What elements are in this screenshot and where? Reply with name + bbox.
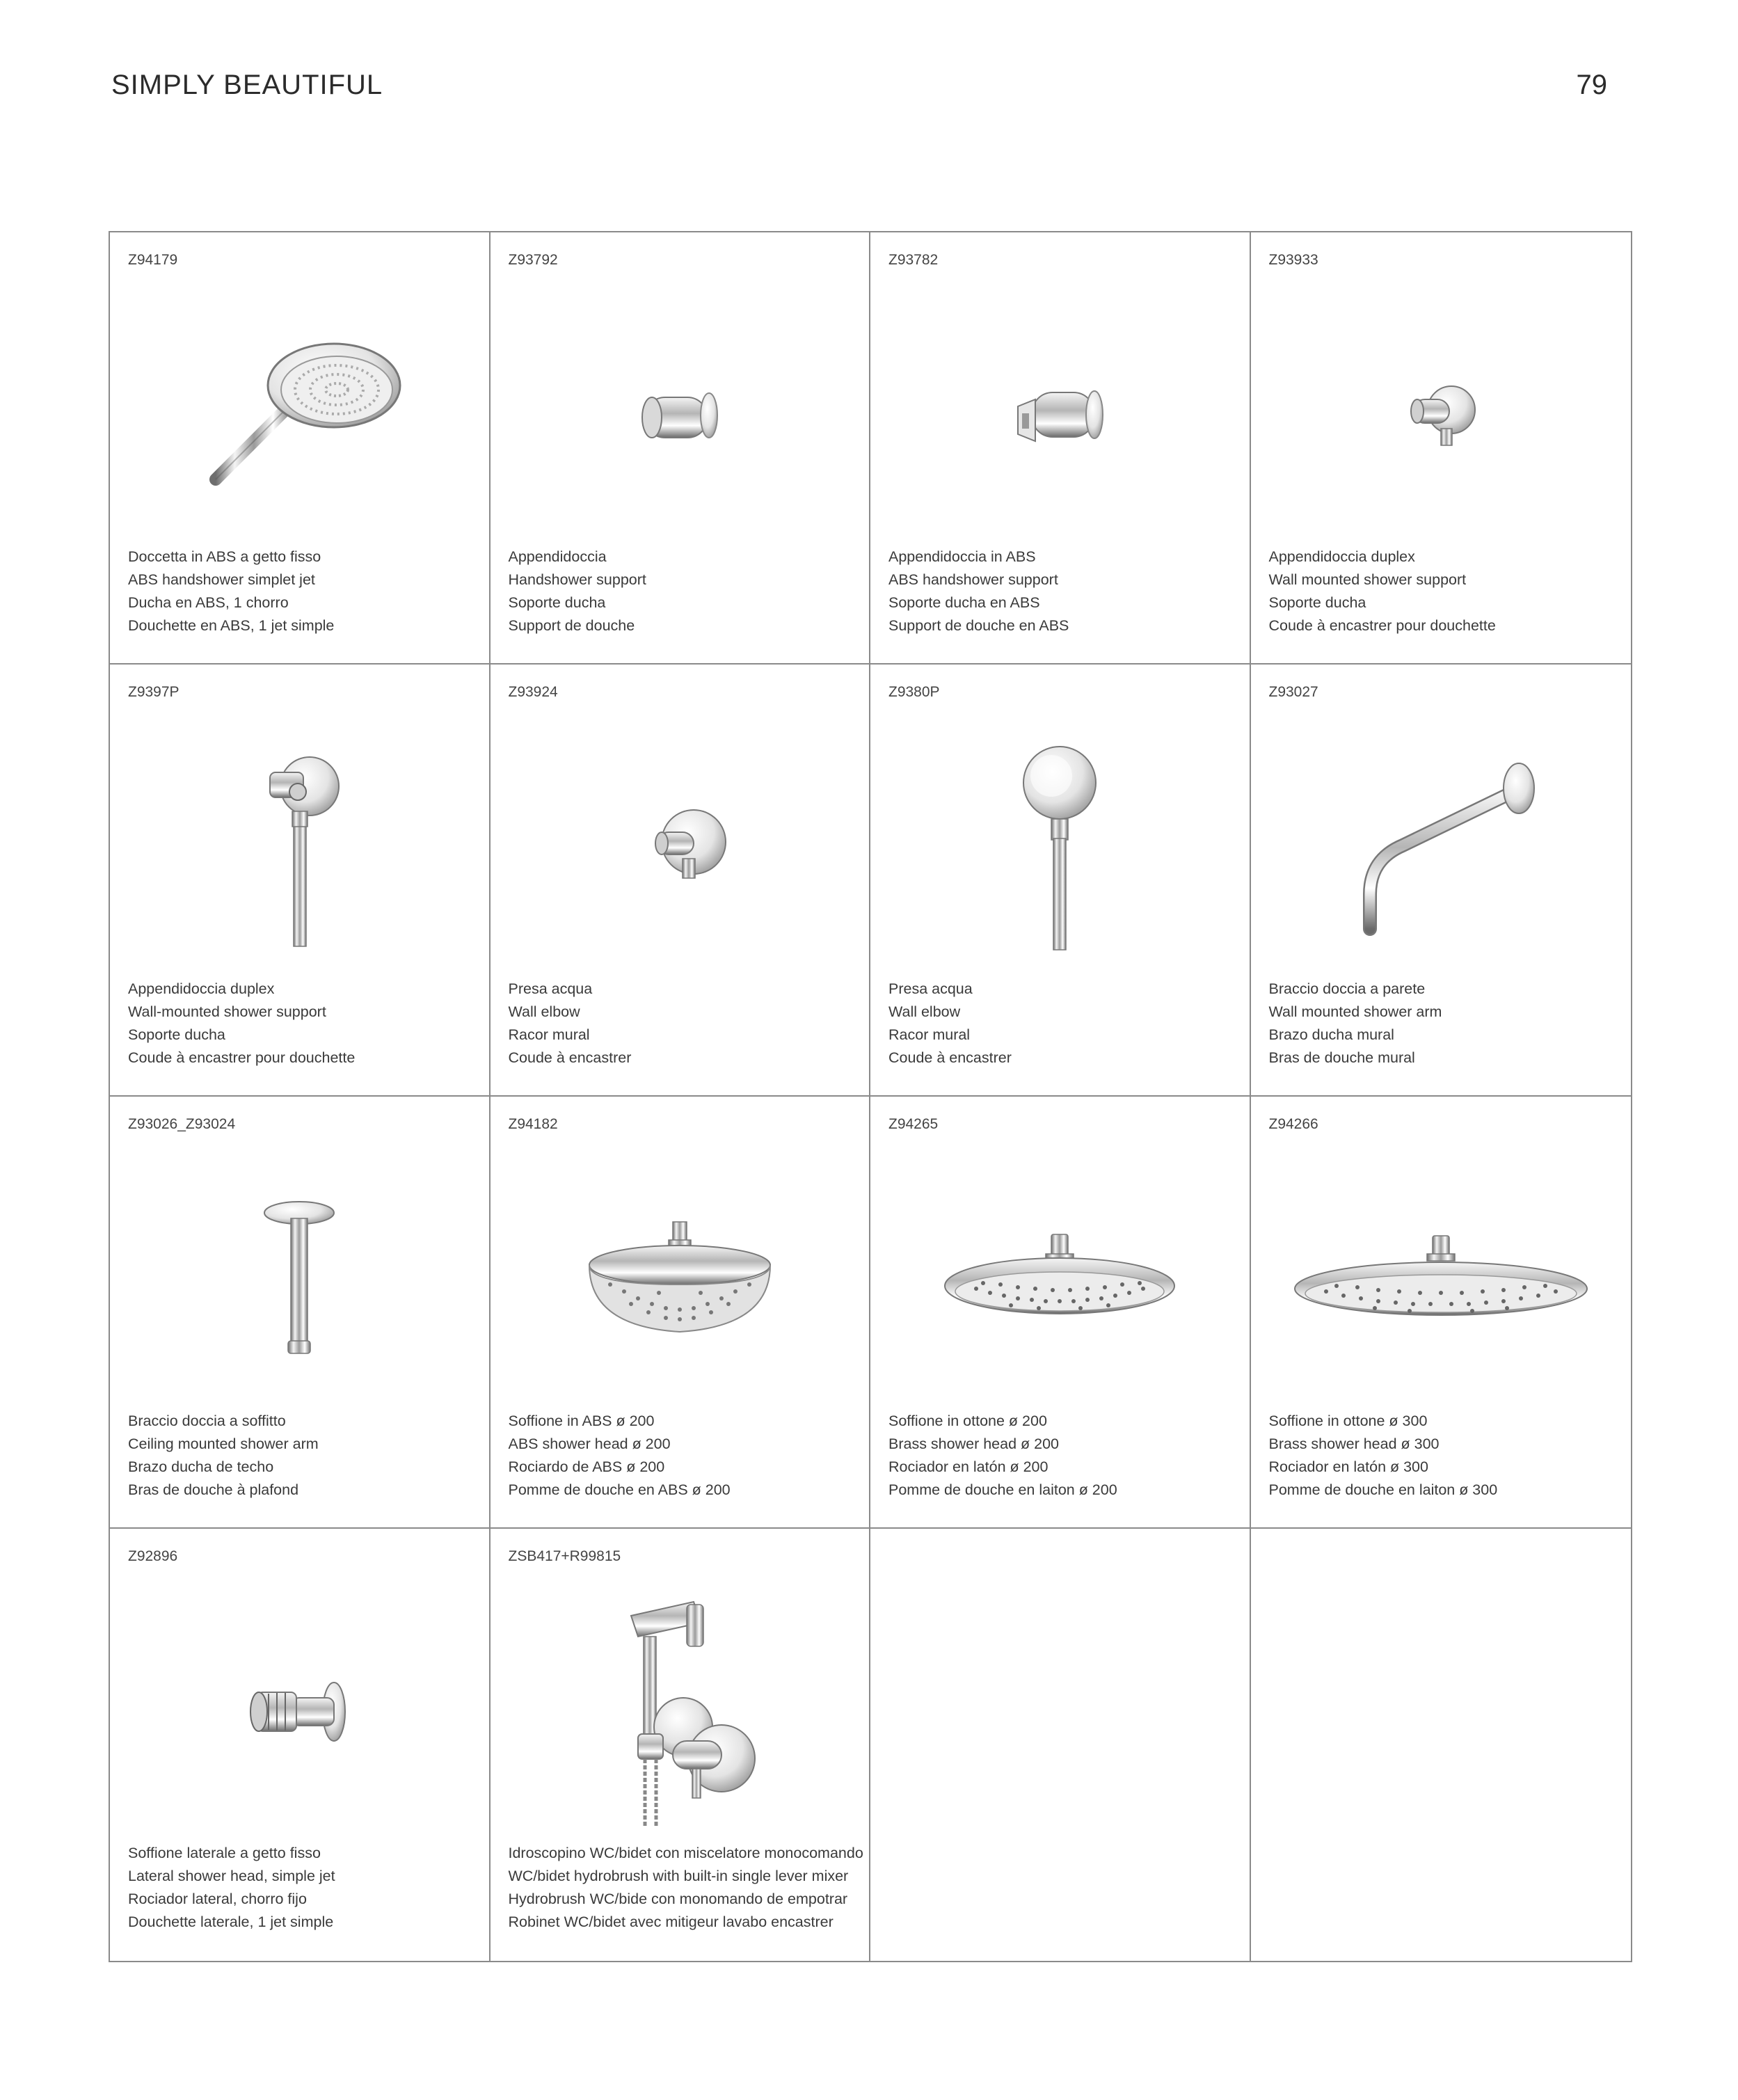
product-card [110, 232, 491, 665]
page-title: SIMPLY BEAUTIFUL [111, 70, 383, 100]
handshower-support-icon [491, 309, 870, 525]
product-description: Appendidoccia Handshower support Soporte ducha Support de douche [508, 548, 646, 634]
wall-elbow-pipe-icon [870, 741, 1250, 957]
product-card [491, 1097, 871, 1529]
shower-head-300-brass-icon [1251, 1173, 1632, 1389]
wall-shower-arm-icon [1251, 741, 1632, 957]
product-card [870, 1097, 1251, 1529]
product-description: Presa acqua Wall elbow Racor mural Coude à encastrer [508, 980, 632, 1066]
product-card [110, 1529, 491, 1961]
product-card [491, 232, 871, 665]
product-description: Idroscopino WC/bidet con miscelatore monocomando WC/bidet hydrobrush with built-in single lever mixer Hydrobrush WC/bide con monomando de empotrar Robinet WC/bidet avec mitigeur lavabo encastrer [508, 1845, 863, 1930]
ceiling-shower-arm-icon [110, 1173, 489, 1389]
product-code: Z94182 [508, 1116, 558, 1132]
bidet-hydrobrush-icon [491, 1605, 870, 1821]
product-code: Z93933 [1268, 252, 1318, 268]
product-card [110, 1097, 491, 1529]
product-card [870, 232, 1251, 665]
product-card [110, 665, 491, 1097]
product-code: ZSB417+R99815 [508, 1548, 621, 1564]
product-card [1251, 232, 1632, 665]
duplex-support-pipe-icon [110, 741, 489, 957]
product-card [1251, 665, 1632, 1097]
product-card [491, 665, 871, 1097]
product-description: Soffione in ottone ø 300 Brass shower head ø 300 Rociador en latón ø 300 Pomme de douche en laiton ø 300 [1268, 1413, 1498, 1498]
product-description: Appendidoccia duplex Wall-mounted shower support Soporte ducha Coude à encastrer pour douchette [128, 980, 356, 1066]
product-grid [109, 231, 1632, 1962]
shower-head-200-abs-icon [491, 1173, 870, 1389]
handshower-icon [110, 309, 489, 525]
product-description: Doccetta in ABS a getto fisso ABS handshower simplet jet Ducha en ABS, 1 chorro Douchette en ABS, 1 jet simple [128, 548, 335, 634]
shower-head-200-brass-icon [870, 1173, 1250, 1389]
product-code: Z94179 [128, 252, 178, 268]
lateral-shower-head-icon [110, 1605, 489, 1821]
empty-cell [1251, 1529, 1632, 1961]
wall-elbow-icon [491, 741, 870, 957]
product-code: Z94265 [888, 1116, 939, 1132]
product-description: Appendidoccia in ABS ABS handshower support Soporte ducha en ABS Support de douche en ABS [888, 548, 1069, 634]
product-code: Z93924 [508, 684, 558, 700]
product-code: Z93782 [888, 252, 939, 268]
product-code: Z9380P [888, 684, 940, 700]
product-description: Braccio doccia a soffitto Ceiling mounted shower arm Brazo ducha de techo Bras de douche à plafond [128, 1413, 319, 1498]
product-card [870, 665, 1251, 1097]
product-description: Braccio doccia a parete Wall mounted shower arm Brazo ducha mural Bras de douche mural [1268, 980, 1442, 1066]
product-description: Presa acqua Wall elbow Racor mural Coude à encastrer [888, 980, 1012, 1066]
product-code: Z9397P [128, 684, 180, 700]
product-description: Soffione in ABS ø 200 ABS shower head ø 200 Rociardo de ABS ø 200 Pomme de douche en ABS ø 200 [508, 1413, 731, 1498]
product-card [1251, 1097, 1632, 1529]
abs-handshower-support-icon [870, 309, 1250, 525]
page-number: 79 [1576, 70, 1607, 100]
product-code: Z92896 [128, 1548, 178, 1564]
product-card [491, 1529, 871, 1961]
product-code: Z93792 [508, 252, 558, 268]
empty-cell [870, 1529, 1251, 1961]
product-code: Z94266 [1268, 1116, 1318, 1132]
duplex-support-icon [1251, 309, 1632, 525]
product-code: Z93027 [1268, 684, 1318, 700]
product-description: Soffione laterale a getto fisso Lateral shower head, simple jet Rociador lateral, chorro fijo Douchette laterale, 1 jet simple [128, 1845, 335, 1930]
product-code: Z93026_Z93024 [128, 1116, 236, 1132]
product-description: Soffione in ottone ø 200 Brass shower head ø 200 Rociador en latón ø 200 Pomme de douche en laiton ø 200 [888, 1413, 1117, 1498]
product-description: Appendidoccia duplex Wall mounted shower support Soporte ducha Coude à encastrer pour douchette [1268, 548, 1496, 634]
